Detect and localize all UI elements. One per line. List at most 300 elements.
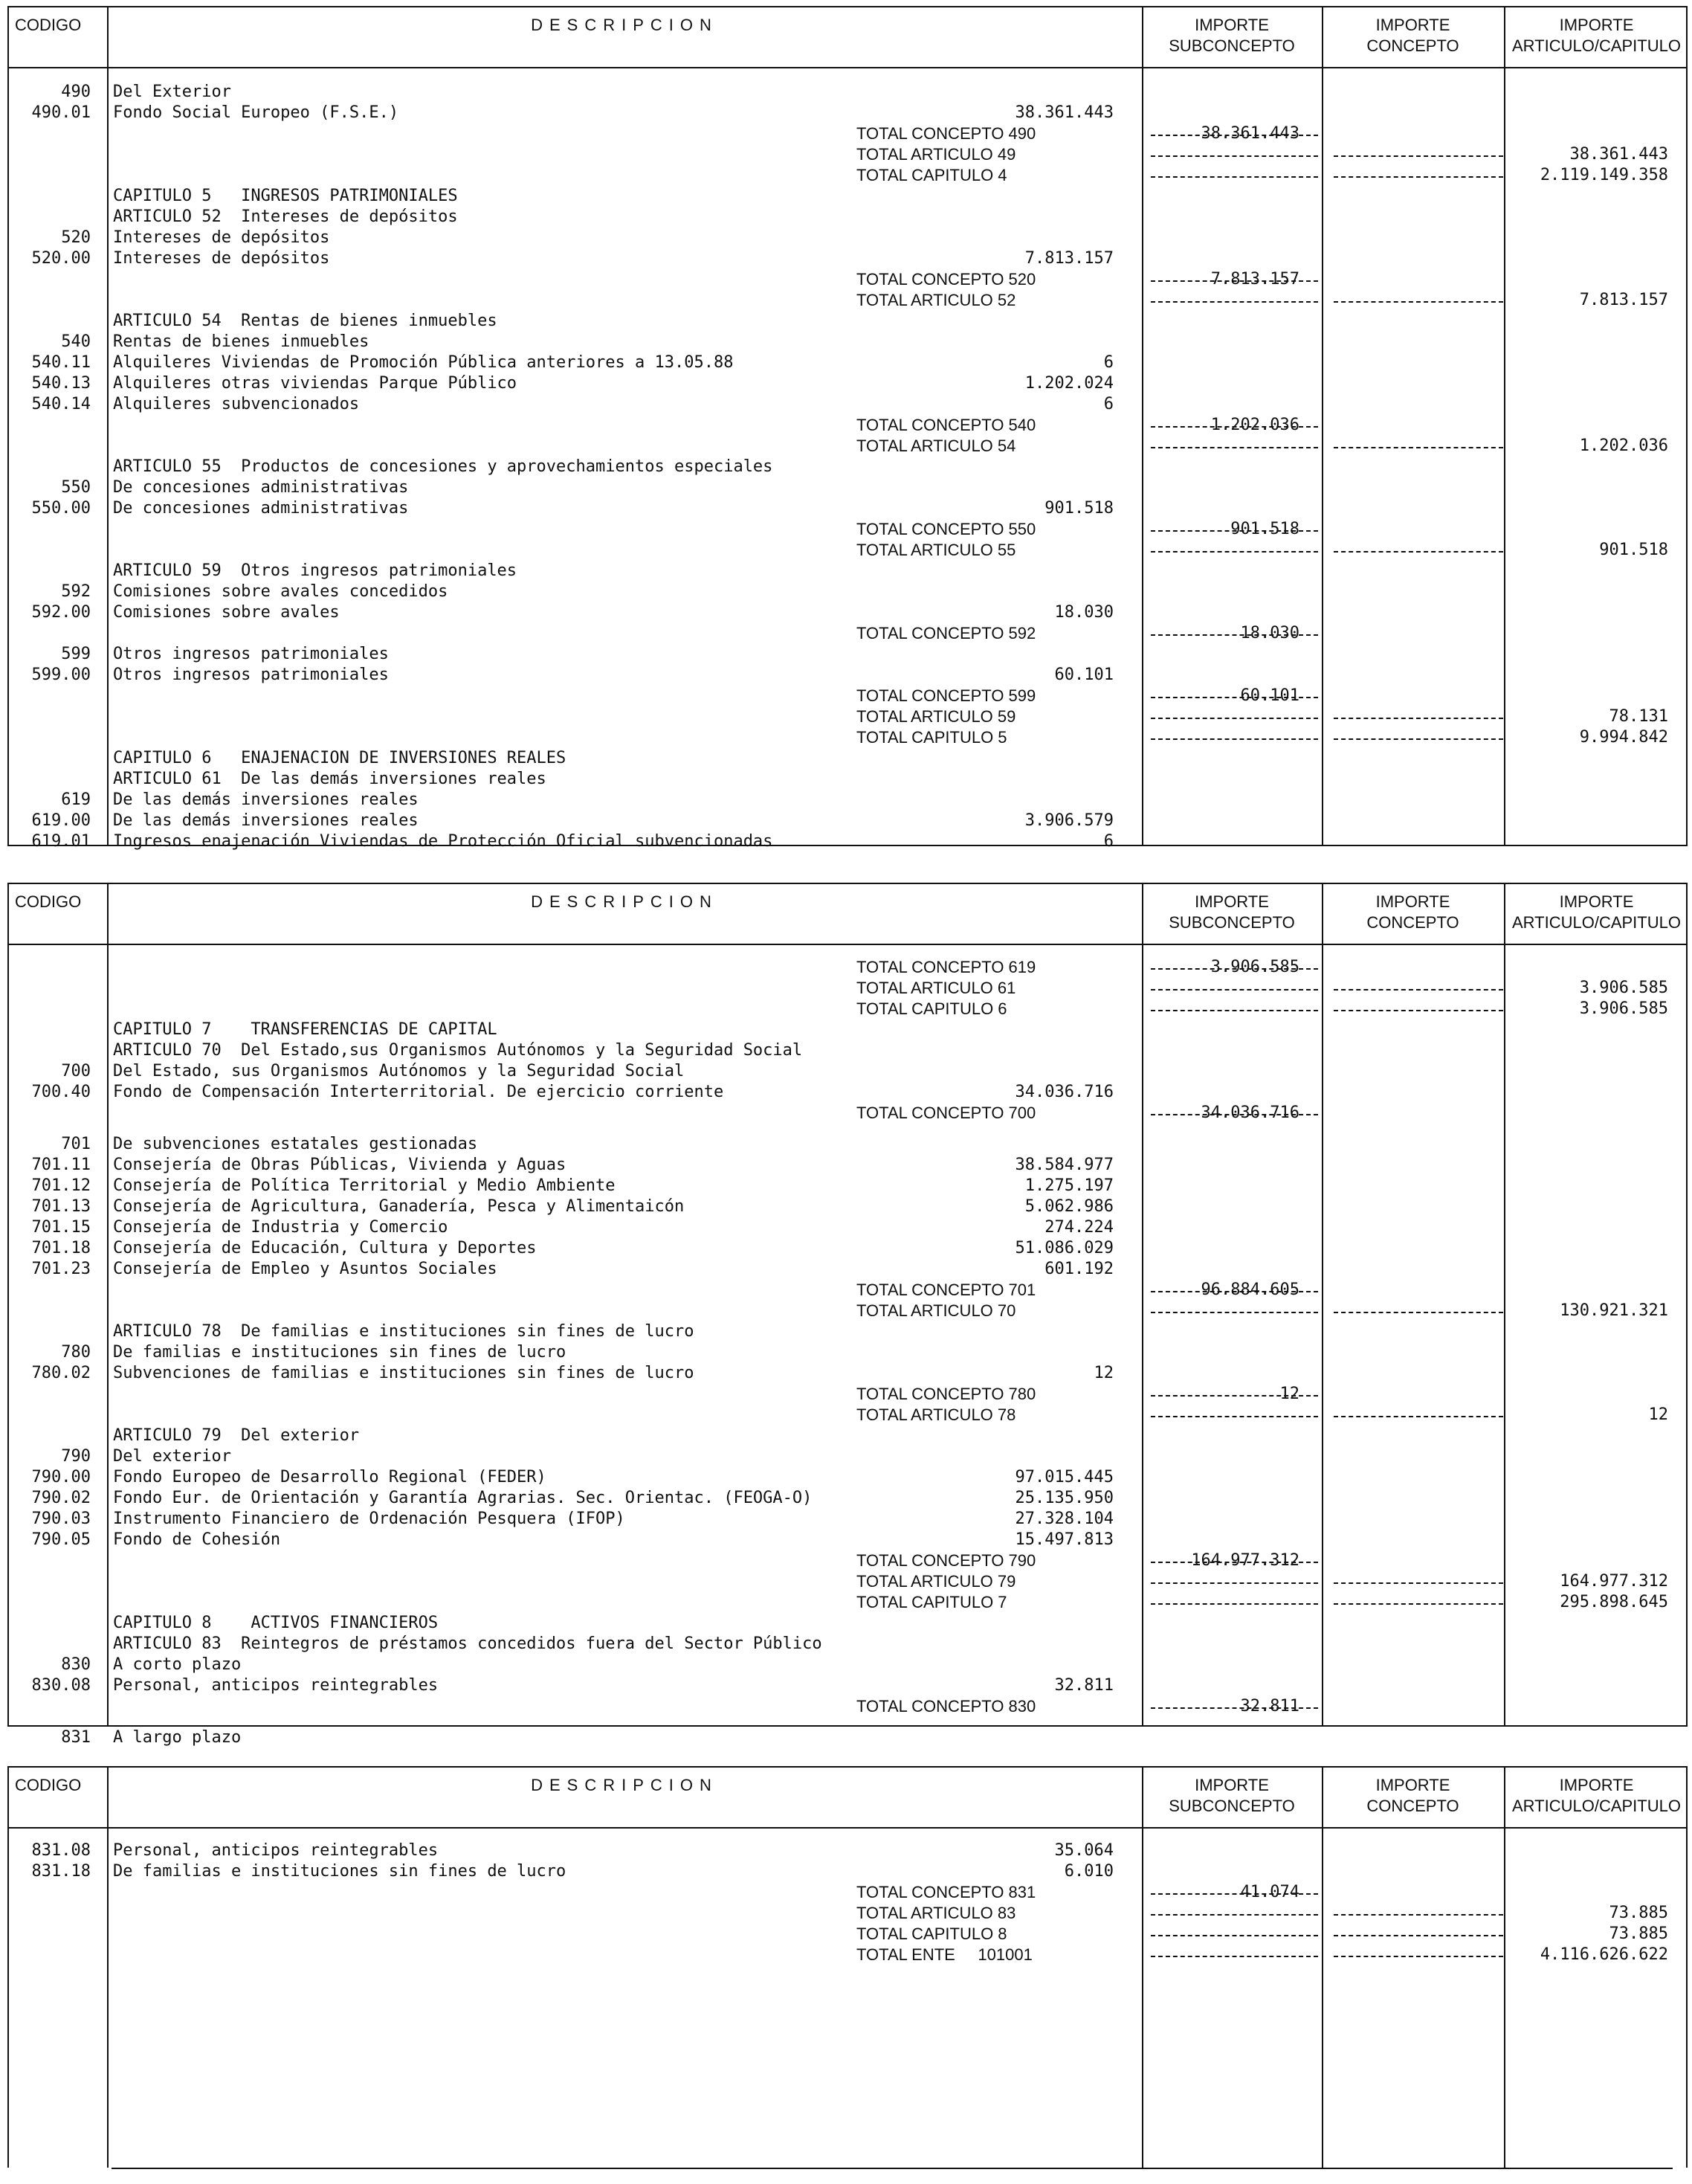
total-label: TOTAL CONCEPTO 830 <box>856 1697 1036 1716</box>
total-label: TOTAL ARTICULO 83 <box>856 1904 1016 1922</box>
column-divider <box>107 1768 109 2168</box>
row-description: Personal, anticipos reintegrables <box>113 1841 439 1860</box>
importe-subconcepto: 32.811 <box>1054 1676 1114 1695</box>
row-code: 700.40 <box>31 1083 91 1101</box>
dashed-rule <box>1151 1291 1318 1292</box>
table-row <box>9 352 1686 373</box>
row-code: 540.13 <box>31 374 91 393</box>
row-description: Rentas de bienes inmuebles <box>113 332 369 351</box>
table-row <box>9 602 1686 623</box>
row-description: De las demás inversiones reales <box>113 790 419 809</box>
total-row <box>9 1903 1686 1924</box>
dashed-rule <box>1151 1935 1318 1936</box>
importe-subconcepto: 51.086.029 <box>1015 1239 1114 1257</box>
importe-concepto: 18.030 <box>1240 624 1299 642</box>
importe-subconcepto: 6 <box>1103 395 1114 413</box>
header-importe-subconcepto: IMPORTE SUBCONCEPTO <box>1169 16 1295 55</box>
row-description: Consejería de Política Territorial y Medio Ambiente <box>113 1176 616 1195</box>
row-code: 490.01 <box>31 103 91 122</box>
row-description: CAPITULO 6 ENAJENACION DE INVERSIONES REALES <box>113 749 566 767</box>
table-row <box>9 1217 1686 1238</box>
table-row <box>9 790 1686 811</box>
importe-articulo-capitulo: 7.813.157 <box>1579 291 1668 309</box>
dashed-rule <box>1151 280 1318 282</box>
table-row <box>9 207 1686 228</box>
dashed-rule <box>1151 155 1318 157</box>
total-row <box>9 436 1686 457</box>
row-code: 790.00 <box>31 1468 91 1486</box>
total-row <box>9 957 1686 978</box>
table-row <box>9 477 1686 498</box>
table-row <box>9 248 1686 269</box>
row-description: Instrumento Financiero de Ordenación Pesquera (IFOP) <box>113 1510 625 1528</box>
importe-articulo-capitulo: 73.885 <box>1609 1924 1668 1943</box>
row-description: De concesiones administrativas <box>113 478 409 497</box>
total-label: TOTAL CONCEPTO 700 <box>856 1104 1036 1122</box>
total-row <box>9 1280 1686 1301</box>
dashed-rule <box>1151 1603 1318 1605</box>
budget-sheet-3 <box>7 1766 1688 2168</box>
dashed-rule <box>1334 738 1503 740</box>
importe-subconcepto: 34.036.716 <box>1015 1083 1114 1101</box>
dashed-rule <box>1334 1914 1503 1916</box>
dashed-rule <box>1334 155 1503 157</box>
row-code: 830.08 <box>31 1676 91 1695</box>
total-row <box>9 144 1686 165</box>
table-row <box>9 332 1686 352</box>
total-label: TOTAL ARTICULO 55 <box>856 541 1016 559</box>
total-label: TOTAL CAPITULO 7 <box>856 1593 1007 1611</box>
total-row <box>9 727 1686 748</box>
importe-subconcepto: 1.275.197 <box>1024 1176 1114 1195</box>
total-label: TOTAL ARTICULO 61 <box>856 979 1016 997</box>
table-row <box>9 1509 1686 1530</box>
row-description: De familias e instituciones sin fines de lucro <box>113 1862 566 1881</box>
header-descripcion: DESCRIPCION <box>531 16 718 34</box>
table-row <box>9 311 1686 332</box>
dashed-rule <box>1151 1416 1318 1417</box>
row-code: 701.18 <box>31 1239 91 1257</box>
table-row <box>9 1488 1686 1509</box>
table-row <box>9 1134 1686 1155</box>
total-row <box>9 686 1686 706</box>
dashed-rule <box>1151 447 1318 448</box>
total-label: TOTAL CONCEPTO 490 <box>856 124 1036 143</box>
importe-articulo-capitulo: 73.885 <box>1609 1904 1668 1922</box>
importe-concepto: 32.811 <box>1240 1697 1299 1716</box>
row-description: ARTICULO 52 Intereses de depósitos <box>113 207 458 226</box>
dashed-rule <box>1151 1707 1318 1709</box>
dashed-rule <box>1151 530 1318 532</box>
table-row <box>9 1342 1686 1363</box>
dashed-rule <box>1151 301 1318 303</box>
total-label: TOTAL ARTICULO 59 <box>856 707 1016 726</box>
row-description: Otros ingresos patrimoniales <box>113 666 389 684</box>
table-row <box>9 228 1686 248</box>
row-description: ARTICULO 54 Rentas de bienes inmuebles <box>113 312 497 330</box>
dashed-rule <box>1151 1582 1318 1584</box>
importe-articulo-capitulo: 295.898.645 <box>1560 1593 1668 1611</box>
header-codigo: CODIGO <box>15 16 82 34</box>
total-row <box>9 1301 1686 1321</box>
budget-sheet-1 <box>7 6 1688 851</box>
row-code: 790.02 <box>31 1489 91 1507</box>
total-row <box>9 1103 1686 1124</box>
row-code: 701 <box>61 1135 91 1153</box>
row-description: Comisiones sobre avales concedidos <box>113 582 448 601</box>
importe-articulo-capitulo: 3.906.585 <box>1579 999 1668 1018</box>
header-importe-subconcepto: IMPORTE SUBCONCEPTO <box>1169 892 1295 932</box>
dashed-rule <box>1151 1395 1318 1397</box>
row-description: Alquileres Viviendas de Promoción Pública anteriores a 13.05.88 <box>113 353 734 372</box>
row-code: 540 <box>61 332 91 351</box>
importe-subconcepto: 60.101 <box>1054 666 1114 684</box>
row-description: Consejería de Educación, Cultura y Deportes <box>113 1239 537 1257</box>
table-row <box>9 1321 1686 1342</box>
row-description: Otros ingresos patrimoniales <box>113 645 389 663</box>
table-row <box>9 1675 1686 1696</box>
row-code: 520.00 <box>31 249 91 268</box>
total-row <box>9 519 1686 540</box>
table-row <box>9 1727 1686 1748</box>
importe-concepto: 41.074 <box>1240 1883 1299 1901</box>
importe-concepto: 38.361.443 <box>1201 124 1299 143</box>
importe-articulo-capitulo: 1.202.036 <box>1579 437 1668 455</box>
importe-subconcepto: 97.015.445 <box>1015 1468 1114 1486</box>
row-code: 831 <box>61 1728 91 1747</box>
table-row <box>9 1196 1686 1217</box>
total-label: TOTAL CONCEPTO 790 <box>856 1551 1036 1570</box>
row-description: De las demás inversiones reales <box>113 811 419 830</box>
header-codigo: CODIGO <box>15 1776 82 1794</box>
total-row <box>9 1945 1686 1965</box>
row-description: A corto plazo <box>113 1655 242 1674</box>
column-divider <box>1142 1768 1143 2168</box>
row-description: CAPITULO 7 TRANSFERENCIAS DE CAPITAL <box>113 1020 497 1039</box>
table-row <box>9 1426 1686 1446</box>
row-code: 790.05 <box>31 1530 91 1549</box>
table-row <box>9 498 1686 519</box>
table-row <box>9 82 1686 103</box>
row-description: ARTICULO 55 Productos de concesiones y aprovechamientos especiales <box>113 457 773 476</box>
table-row <box>9 1061 1686 1082</box>
table-header <box>9 1768 1686 1829</box>
row-code: 619.00 <box>31 811 91 830</box>
total-label: TOTAL ARTICULO 49 <box>856 145 1016 164</box>
table-row <box>9 1530 1686 1550</box>
row-description: Fondo Eur. de Orientación y Garantía Agrarias. Sec. Orientac. (FEOGA-O) <box>113 1489 813 1507</box>
total-row <box>9 165 1686 186</box>
dashed-rule <box>1334 1416 1503 1417</box>
row-description: A largo plazo <box>113 1728 242 1747</box>
row-code: 550.00 <box>31 499 91 518</box>
dashed-rule <box>1151 697 1318 698</box>
importe-articulo-capitulo: 2.119.149.358 <box>1540 166 1668 184</box>
total-row <box>9 1882 1686 1903</box>
total-label: TOTAL ARTICULO 54 <box>856 437 1016 455</box>
total-row <box>9 1405 1686 1426</box>
row-code: 790 <box>61 1447 91 1466</box>
total-label: TOTAL CAPITULO 8 <box>856 1924 1007 1943</box>
table-header <box>9 7 1686 68</box>
total-label: TOTAL CONCEPTO 619 <box>856 958 1036 976</box>
total-row <box>9 999 1686 1019</box>
total-row <box>9 623 1686 644</box>
importe-subconcepto: 901.518 <box>1044 499 1114 518</box>
row-description: Consejería de Empleo y Asuntos Sociales <box>113 1260 497 1278</box>
importe-concepto: 901.518 <box>1230 520 1299 538</box>
dashed-rule <box>1151 634 1318 636</box>
row-code: 550 <box>61 478 91 497</box>
table-row <box>9 831 1686 852</box>
total-row <box>9 1924 1686 1945</box>
row-code: 831.08 <box>31 1841 91 1860</box>
dashed-rule <box>1151 1956 1318 1957</box>
table-row <box>9 1467 1686 1488</box>
total-label: TOTAL CAPITULO 6 <box>856 999 1007 1018</box>
importe-articulo-capitulo: 12 <box>1648 1405 1668 1424</box>
dashed-rule <box>1334 301 1503 303</box>
dashed-rule <box>1334 1582 1503 1584</box>
dashed-rule <box>1334 718 1503 719</box>
table-row <box>9 1655 1686 1675</box>
row-code: 599 <box>61 645 91 663</box>
total-label: TOTAL CONCEPTO 592 <box>856 624 1036 642</box>
importe-subconcepto: 12 <box>1094 1364 1114 1382</box>
table-row <box>9 1613 1686 1634</box>
row-description: De concesiones administrativas <box>113 499 409 518</box>
importe-concepto: 3.906.585 <box>1210 958 1299 976</box>
importe-subconcepto: 6 <box>1103 353 1114 372</box>
dashed-rule <box>1151 1312 1318 1313</box>
row-description: Del exterior <box>113 1447 231 1466</box>
importe-subconcepto: 25.135.950 <box>1015 1489 1114 1507</box>
total-label: TOTAL CONCEPTO 599 <box>856 686 1036 705</box>
dashed-rule <box>1151 426 1318 428</box>
total-label: TOTAL CONCEPTO 701 <box>856 1281 1036 1299</box>
header-importe-subconcepto: IMPORTE SUBCONCEPTO <box>1169 1776 1295 1815</box>
row-code: 619 <box>61 790 91 809</box>
dashed-rule <box>1151 1914 1318 1916</box>
table-row <box>9 1634 1686 1655</box>
row-description: Fondo de Compensación Interterritorial. De ejercicio corriente <box>113 1083 724 1101</box>
importe-articulo-capitulo: 78.131 <box>1609 707 1668 726</box>
row-description: CAPITULO 8 ACTIVOS FINANCIEROS <box>113 1614 439 1632</box>
row-description: ARTICULO 61 De las demás inversiones reales <box>113 770 546 788</box>
dashed-rule <box>1151 1893 1318 1895</box>
row-description: Alquileres otras viviendas Parque Público <box>113 374 517 393</box>
dashed-rule <box>1151 135 1318 136</box>
importe-articulo-capitulo: 130.921.321 <box>1560 1301 1668 1320</box>
total-label: TOTAL ARTICULO 78 <box>856 1405 1016 1424</box>
table-row <box>9 1446 1686 1467</box>
dashed-rule <box>1334 989 1503 990</box>
row-code: 599.00 <box>31 666 91 684</box>
importe-articulo-capitulo: 9.994.842 <box>1579 728 1668 747</box>
row-code: 540.14 <box>31 395 91 413</box>
header-importe-concepto: IMPORTE CONCEPTO <box>1366 1776 1459 1815</box>
dashed-rule <box>1151 551 1318 553</box>
row-description: ARTICULO 59 Otros ingresos patrimoniales <box>113 561 517 580</box>
row-description: ARTICULO 70 Del Estado,sus Organismos Autónomos y la Seguridad Social <box>113 1041 803 1060</box>
importe-subconcepto: 15.497.813 <box>1015 1530 1114 1549</box>
header-importe-articulo-capitulo: IMPORTE ARTICULO/CAPITULO <box>1512 892 1681 932</box>
row-description: Fondo Social Europeo (F.S.E.) <box>113 103 399 122</box>
table-row <box>9 644 1686 665</box>
table-row <box>9 748 1686 769</box>
column-divider <box>1322 1768 1323 2168</box>
table-row <box>9 1363 1686 1384</box>
header-descripcion: DESCRIPCION <box>531 1776 718 1794</box>
total-label: TOTAL CAPITULO 4 <box>856 166 1007 184</box>
importe-subconcepto: 35.064 <box>1054 1841 1114 1860</box>
importe-articulo-capitulo: 901.518 <box>1599 541 1668 559</box>
importe-articulo-capitulo: 38.361.443 <box>1569 145 1668 164</box>
row-description: Alquileres subvencionados <box>113 395 360 413</box>
table-row <box>9 1840 1686 1861</box>
importe-subconcepto: 3.906.579 <box>1024 811 1114 830</box>
dashed-rule <box>1334 176 1503 178</box>
row-description: Consejería de Obras Públicas, Vivienda y Aguas <box>113 1156 566 1174</box>
table-row <box>9 1238 1686 1259</box>
dashed-rule <box>1151 1562 1318 1563</box>
row-code: 790.03 <box>31 1510 91 1528</box>
importe-concepto: 96.884.605 <box>1201 1281 1299 1299</box>
row-description: Intereses de depósitos <box>113 249 330 268</box>
importe-concepto: 12 <box>1279 1385 1299 1403</box>
row-code: 701.11 <box>31 1156 91 1174</box>
total-label: TOTAL CONCEPTO 540 <box>856 416 1036 434</box>
importe-articulo-capitulo: 4.116.626.622 <box>1540 1945 1668 1964</box>
bottom-rule <box>112 2168 1673 2169</box>
importe-concepto: 1.202.036 <box>1210 416 1299 434</box>
row-description: Intereses de depósitos <box>113 228 330 247</box>
row-code: 592.00 <box>31 603 91 622</box>
header-importe-articulo-capitulo: IMPORTE ARTICULO/CAPITULO <box>1512 16 1681 55</box>
dashed-rule <box>1151 176 1318 178</box>
row-code: 831.18 <box>31 1862 91 1881</box>
row-description: De familias e instituciones sin fines de lucro <box>113 1343 566 1362</box>
row-code: 490 <box>61 83 91 101</box>
dashed-rule <box>1151 989 1318 990</box>
table-row <box>9 1861 1686 1882</box>
importe-subconcepto: 5.062.986 <box>1024 1197 1114 1216</box>
total-row <box>9 269 1686 290</box>
header-importe-articulo-capitulo: IMPORTE ARTICULO/CAPITULO <box>1512 1776 1681 1815</box>
row-description: Comisiones sobre avales <box>113 603 340 622</box>
row-code: 520 <box>61 228 91 247</box>
row-description: Consejería de Industria y Comercio <box>113 1218 448 1237</box>
header-importe-concepto: IMPORTE CONCEPTO <box>1366 892 1459 932</box>
row-code: 701.12 <box>31 1176 91 1195</box>
total-row <box>9 706 1686 727</box>
total-row <box>9 1571 1686 1592</box>
total-row <box>9 1384 1686 1405</box>
table-row <box>9 103 1686 123</box>
total-label: TOTAL CONCEPTO 780 <box>856 1385 1036 1403</box>
importe-subconcepto: 274.224 <box>1044 1218 1114 1237</box>
table-header <box>9 884 1686 945</box>
dashed-rule <box>1151 718 1318 719</box>
total-row <box>9 1592 1686 1613</box>
table-row <box>9 1259 1686 1280</box>
table-row <box>9 561 1686 582</box>
row-description: Consejería de Agricultura, Ganadería, Pesca y Alimentaicón <box>113 1197 685 1216</box>
importe-subconcepto: 7.813.157 <box>1024 249 1114 268</box>
row-description: Fondo de Cohesión <box>113 1530 281 1549</box>
importe-concepto: 7.813.157 <box>1210 270 1299 289</box>
table-row <box>9 1082 1686 1103</box>
total-row <box>9 540 1686 561</box>
table-row <box>9 769 1686 790</box>
row-code: 701.23 <box>31 1260 91 1278</box>
importe-concepto: 60.101 <box>1240 686 1299 705</box>
dashed-rule <box>1151 738 1318 740</box>
table-row <box>9 394 1686 415</box>
row-code: 700 <box>61 1062 91 1080</box>
header-codigo: CODIGO <box>15 892 82 911</box>
importe-concepto: 164.977.312 <box>1191 1551 1299 1570</box>
importe-subconcepto: 18.030 <box>1054 603 1114 622</box>
row-code: 540.11 <box>31 353 91 372</box>
row-description: Personal, anticipos reintegrables <box>113 1676 439 1695</box>
total-label: TOTAL ENTE 101001 <box>856 1945 1033 1964</box>
importe-subconcepto: 6 <box>1103 832 1114 851</box>
dashed-rule <box>1151 1010 1318 1011</box>
importe-articulo-capitulo: 164.977.312 <box>1560 1572 1668 1591</box>
row-description: ARTICULO 83 Reintegros de préstamos concedidos fuera del Sector Público <box>113 1634 822 1653</box>
total-label: TOTAL CONCEPTO 520 <box>856 270 1036 289</box>
dashed-rule <box>1151 968 1318 970</box>
column-divider <box>1504 1768 1505 2168</box>
total-label: TOTAL CAPITULO 5 <box>856 728 1007 747</box>
row-code: 830 <box>61 1655 91 1674</box>
row-code: 780.02 <box>31 1364 91 1382</box>
total-row <box>9 123 1686 144</box>
dashed-rule <box>1334 447 1503 448</box>
importe-subconcepto: 6.010 <box>1064 1862 1114 1881</box>
importe-concepto: 34.036.716 <box>1201 1104 1299 1122</box>
row-description: ARTICULO 79 Del exterior <box>113 1426 360 1445</box>
dashed-rule <box>1334 1935 1503 1936</box>
dashed-rule <box>1334 551 1503 553</box>
row-description: Del Estado, sus Organismos Autónomos y la Seguridad Social <box>113 1062 685 1080</box>
table-row <box>9 1155 1686 1176</box>
row-description: Fondo Europeo de Desarrollo Regional (FEDER) <box>113 1468 546 1486</box>
total-row <box>9 290 1686 311</box>
table-row <box>9 1040 1686 1061</box>
total-row <box>9 415 1686 436</box>
row-description: ARTICULO 78 De familias e instituciones sin fines de lucro <box>113 1322 694 1341</box>
dashed-rule <box>1151 1114 1318 1115</box>
importe-subconcepto: 38.584.977 <box>1015 1156 1114 1174</box>
total-label: TOTAL CONCEPTO 831 <box>856 1883 1036 1901</box>
importe-subconcepto: 38.361.443 <box>1015 103 1114 122</box>
total-row <box>9 1696 1686 1717</box>
total-row <box>9 1550 1686 1571</box>
dashed-rule <box>1334 1603 1503 1605</box>
total-label: TOTAL CONCEPTO 550 <box>856 520 1036 538</box>
table-row <box>9 665 1686 686</box>
row-description: Subvenciones de familias e instituciones sin fines de lucro <box>113 1364 694 1382</box>
header-descripcion: DESCRIPCION <box>531 892 718 911</box>
dashed-rule <box>1334 1956 1503 1957</box>
table-row <box>9 373 1686 394</box>
budget-sheet-2 <box>7 883 1688 1747</box>
total-row <box>9 978 1686 999</box>
total-label: TOTAL ARTICULO 79 <box>856 1572 1016 1591</box>
row-description: CAPITULO 5 INGRESOS PATRIMONIALES <box>113 187 458 205</box>
